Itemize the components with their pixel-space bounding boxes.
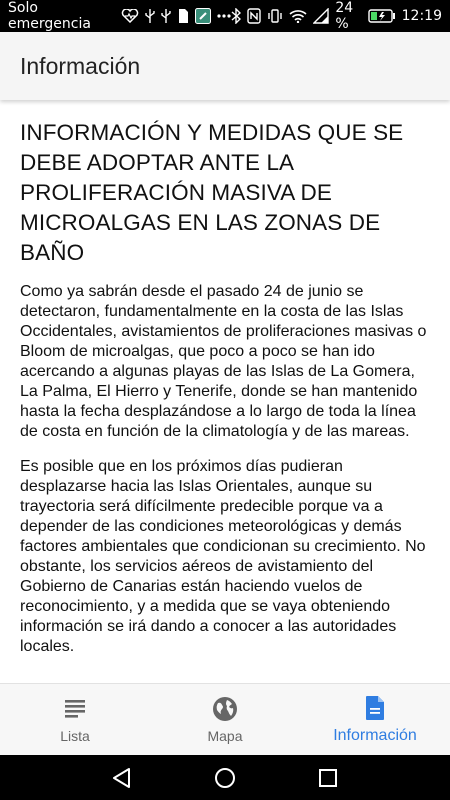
globe-icon: [212, 696, 238, 722]
page-title: Información: [20, 52, 141, 79]
clock: 12:19: [401, 8, 442, 24]
recents-button[interactable]: [313, 763, 343, 793]
more-dots-icon: [217, 8, 231, 24]
article-headline: INFORMACIÓN Y MEDIDAS QUE SE DEBE ADOPTAR ANTE LA PROLIFERACIÓN MASIVA DE MICROALGAS EN LAS ZONAS DE BAÑO: [20, 120, 404, 265]
nav-label-informacion: Información: [333, 726, 417, 744]
sim-card-icon: [177, 8, 189, 24]
usb-icon-2: [161, 8, 171, 24]
article-paragraph-2: Es posible que en los próximos días pudieran desplazarse hacia las Islas Orientales, aunque su trayectoria será difícilmente predecible porque va a depender de las condiciones meteorológicas y demás factores ambientales que condicionan su crecimiento. No obstante, los servicios aéreos de avistamiento del Gobierno de Canarias están haciendo vuelos de reconocimiento, y a medida que se vaya obteniendo información se irá dando a conocer a las autoridades locales.: [20, 458, 426, 655]
heart-rate-icon: [121, 8, 139, 24]
status-bar: [0, 0, 450, 32]
list-icon: [63, 696, 87, 722]
recents-square-icon: [318, 768, 338, 788]
bottom-navigation: [0, 683, 450, 755]
nav-item-lista[interactable]: [0, 684, 150, 755]
home-button[interactable]: [210, 763, 240, 793]
carrier-label: Solo emergencia: [8, 0, 91, 32]
back-button[interactable]: [107, 763, 137, 793]
signal-icon: [313, 8, 329, 24]
vibrate-icon: [267, 8, 283, 24]
battery-charging-icon: [368, 8, 396, 24]
nav-item-mapa[interactable]: [150, 684, 300, 755]
nav-label-mapa: Mapa: [207, 727, 243, 744]
nfc-icon: [247, 8, 261, 24]
bluetooth-icon: [231, 8, 241, 24]
usb-icon: [145, 8, 155, 24]
app-notification-icon: [195, 8, 211, 24]
app-bar: [0, 32, 450, 100]
back-triangle-icon: [111, 767, 133, 789]
nav-item-informacion[interactable]: [300, 684, 450, 755]
system-navigation-bar: [0, 755, 450, 800]
battery-percent: 24 %: [335, 0, 354, 32]
article-content[interactable]: [0, 100, 450, 683]
wifi-icon: [289, 8, 307, 24]
article-paragraph-1: Como ya sabrán desde el pasado 24 de junio se detectaron, fundamentalmente en la costa de las Islas Occidentales, avistamientos de proliferaciones masivas o Bloom de microalgas, que poco a poco se han ido acercando a algunas playas de las Islas de La Gomera, La Palma, El Hierro y Tenerife, donde se han mantenido hasta la fecha desplazándose a lo largo de toda la línea de costa en función de la climatología y de las mareas.: [20, 283, 427, 440]
nav-label-lista: Lista: [60, 727, 90, 744]
document-icon: [365, 695, 385, 721]
home-circle-icon: [214, 767, 236, 789]
